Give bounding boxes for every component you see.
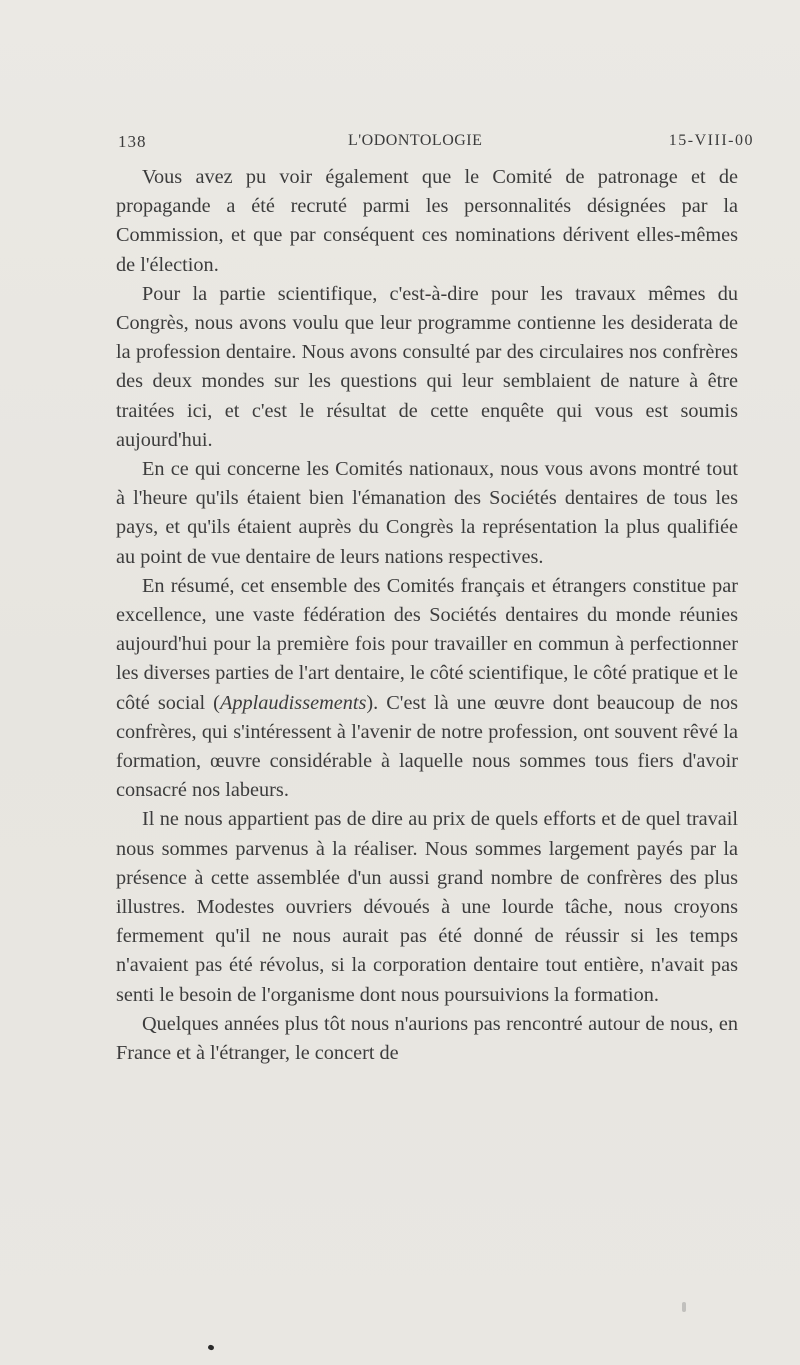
- ink-mark: [207, 1344, 214, 1351]
- paragraph-text: ). C'est là une œuvre dont beaucoup de nos confrères, qui s'intéressent à l'avenir de notre profession, ont souvent rêvé la formation, œuvre considérable à laquelle nous sommes tous fiers d'avoir consacré nos labeurs.: [116, 691, 738, 802]
- paragraph: [116, 805, 738, 1009]
- stage-direction: Applaudissements: [219, 691, 367, 714]
- paragraph-text: Il ne nous appartient pas de dire au prix de quels efforts et de quel travail nous sommes parvenus à la réaliser. Nous sommes largement payés par la présence à cette assemblée d'un aussi grand nombre de confrères des plus illustres. Modestes ouvriers dévoués à une lourde tâche, nous croyons fermement qu'il ne nous aurait pas été donné de réussir si les temps n'avaient pas été révolus, si la corporation dentaire tout entière, n'avait pas senti le besoin de l'organisme dont nous poursuivions la formation.: [116, 808, 738, 1006]
- issue-date: 15-VIII-00: [668, 132, 754, 149]
- paragraph: [116, 572, 738, 806]
- paragraph: [116, 280, 738, 455]
- paragraph-text: En ce qui concerne les Comités nationaux, nous vous avons montré tout à l'heure qu'ils étaient bien l'émanation des Sociétés dentaires de tous les pays, et qu'ils étaient auprès du Congrès la représentation la plus qualifiée au point de vue dentaire de leurs nations respectives.: [116, 458, 738, 568]
- paragraph-text: Vous avez pu voir également que le Comité de patronage et de propagande a été recruté parmi les personnalités désignées par la Commission, et que par conséquent ces nominations dérivent elles-mêmes de l'élection.: [116, 166, 738, 276]
- running-header: [118, 132, 758, 154]
- body-text: [116, 163, 738, 1068]
- paragraph-text: Quelques années plus tôt nous n'aurions pas rencontré autour de nous, en France et à l'étranger, le concert de: [116, 1012, 738, 1065]
- paragraph: [116, 1010, 738, 1068]
- paper-speck: [682, 1302, 686, 1312]
- page-number: 138: [118, 132, 147, 151]
- paragraph-text: En résumé, cet ensemble des Comités français et étrangers constitue par excellence, une vaste fédération des Sociétés dentaires du monde réunies aujourd'hui pour la première fois pour travailler en commun à perfectionner les diverses parties de l'art dentaire, le côté scientifique, le côté pratique et le côté social (: [116, 574, 738, 714]
- paragraph: [116, 455, 738, 572]
- paragraph: [116, 163, 738, 280]
- paragraph-text: Pour la partie scientifique, c'est-à-dire pour les travaux mêmes du Congrès, nous avons voulu que leur programme contienne les desiderata de la profession dentaire. Nous avons consulté par des circulaires nos confrères des deux mondes sur les questions qui leur semblaient de nature à être traitées ici, et c'est le résultat de cette enquête qui vous est soumis aujourd'hui.: [116, 282, 738, 451]
- journal-title: L'ODONTOLOGIE: [348, 132, 483, 149]
